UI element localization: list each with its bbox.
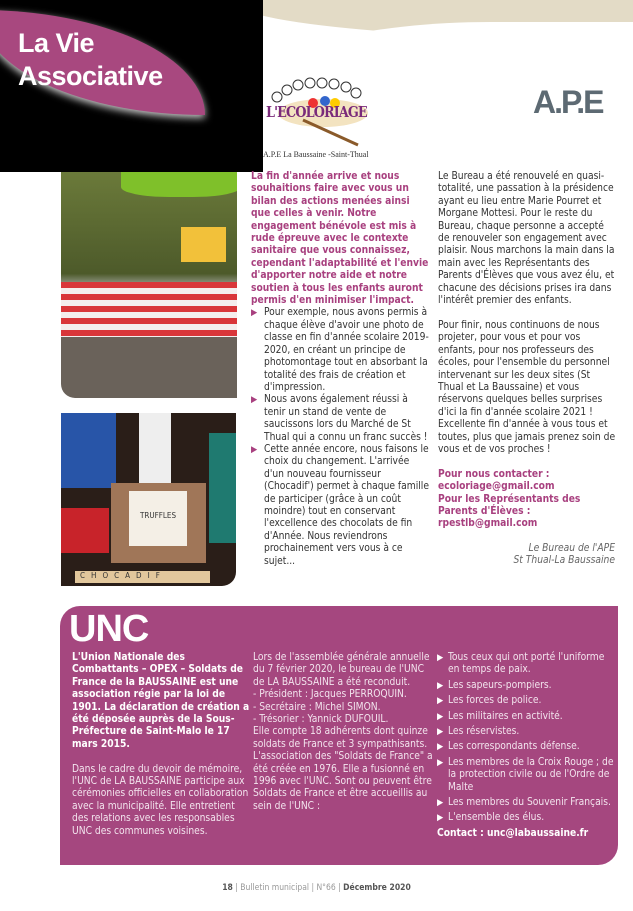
logo-name: L'ECOLORIAGE bbox=[266, 103, 367, 121]
rpe-contact-email[interactable]: Pour les Représentants des Parents d'Élèves : rpestlb@gmail.com bbox=[438, 493, 581, 530]
section-banner bbox=[0, 0, 263, 172]
signature-line: St Thual-La Baussaine bbox=[513, 555, 615, 567]
unc-list-item: ▶ Les militaires en activité. bbox=[437, 711, 617, 723]
issue-date: Décembre 2020 bbox=[343, 883, 411, 893]
unc-list-item: ▶ Les réservistes. bbox=[437, 726, 617, 738]
ape-bullet: ▶ Pour exemple, nous avons permis à chaque élève d'avoir une photo de classe en fin d'année scolaire 2019-2020, en créant un principe de photomontage tout en absorbant la totalité des frais de création et d'impression. bbox=[251, 307, 429, 394]
unc-list-item: ▶ Les forces de police. bbox=[437, 695, 617, 707]
bulletin-info: | Bulletin municipal | N°66 | bbox=[232, 883, 344, 893]
ape-column-2 bbox=[438, 171, 618, 568]
unc-line: Elle compte 18 adhérents dont quinze soldats de France et 3 sympathisants. L'association des "Soldats de France" a été créée en 1976. Elle a fusionné en 1996 avec l'UNC. Sont ou peuvent être Soldats de France et être accueillis au sein de l'UNC : bbox=[253, 726, 433, 812]
unc-line: - Secrétaire : Michel SIMON. bbox=[253, 701, 381, 713]
page-footer bbox=[0, 883, 633, 893]
unc-title: UNC bbox=[69, 608, 149, 650]
ape-para-bureau: Le Bureau a été renouvelé en quasi-totalité, une passation à la présidence ayant eu lieu entre Marie Pourret et Morgane Mottesi. Pour le reste du Bureau, chaque personne a accepté de renouveler son engagement avec plaisir. Nous marchons la main dans la main avec les Représentants des Parents d'Élèves que vous avez élu, et chacune des décisions prises ira dans l'intérêt premier des enfants. bbox=[438, 171, 615, 307]
market-stand-photo bbox=[61, 172, 237, 398]
title-line: Associative bbox=[18, 61, 163, 91]
unc-list-item: ▶ Les correspondants défense. bbox=[437, 741, 617, 753]
unc-list-item: ▶ Les membres du Souvenir Français. bbox=[437, 797, 617, 809]
signature bbox=[438, 543, 618, 568]
logo-caption: A.P.E La Baussaine -Saint-Thual bbox=[263, 150, 369, 159]
unc-column-1 bbox=[72, 652, 252, 838]
unc-line: - Trésorier : Yannick DUFOUIL. bbox=[253, 714, 389, 726]
unc-list-item: ▶ Tous ceux qui ont porté l'uniforme en temps de paix. bbox=[437, 652, 617, 677]
chocadif-tiles: CHOCADIF bbox=[75, 571, 210, 583]
unc-line: Lors de l'assemblée générale annuelle du 7 février 2020, le bureau de l'UNC de LA BAUSSAINE a été reconduit. bbox=[253, 652, 430, 688]
ape-bullet: ▶ Cette année encore, nous faisons le choix du changement. L'arrivée d'un nouveau fournisseur (Chocadif') permet à chaque famille de participer (grâce à un coût moindre) tout en conservant l'excellence des chocolats de fin d'Année. Nous reviendrons prochainement vers vous à ce sujet... bbox=[251, 444, 429, 568]
unc-intro: L'Union Nationale des Combattants – OPEX – Soldats de France de la BAUSSAINE est une association régie par la loi de 1901. La déclaration de création a été déposée auprès de la Sous-Préfecture de Saint-Malo le 17 mars 2015. bbox=[72, 652, 250, 750]
unc-list-item: ▶ Les sapeurs-pompiers. bbox=[437, 680, 617, 692]
unc-line: - Président : Jacques PERROQUIN. bbox=[253, 689, 407, 701]
title-line: La Vie bbox=[18, 28, 95, 58]
truffles-label: TRUFFLES bbox=[129, 491, 187, 546]
ape-column-1 bbox=[251, 171, 429, 568]
unc-contact-email[interactable]: Contact : unc@labaussaine.fr bbox=[437, 827, 589, 839]
unc-list-item: ▶ L'ensemble des élus. bbox=[437, 812, 617, 824]
chocolates-photo bbox=[61, 413, 236, 586]
ape-contact-email[interactable]: Pour nous contacter : ecoloriage@gmail.com bbox=[438, 468, 555, 493]
signature-line: Le Bureau de l'APE bbox=[528, 542, 615, 554]
section-title bbox=[18, 27, 163, 93]
unc-box bbox=[60, 606, 618, 865]
unc-list-item: ▶ Les membres de la Croix Rouge ; de la protection civile ou de l'Ordre de Malte bbox=[437, 757, 617, 794]
page-number: 18 bbox=[222, 883, 233, 893]
ape-para-closing: Pour finir, nous continuons de nous projeter, pour vous et pour vos enfants, pour nos professeurs des écoles, pour l'ensemble du personnel intervenant sur les deux sites (St Thual et La Baussaine) et vous réservons quelques belles surprises d'ici la fin d'année scolaire 2021 ! Excellente fin d'année à vous tous et toutes, plus que jamais prenez soin de vous et de vos proches ! bbox=[438, 319, 616, 455]
unc-column-3 bbox=[437, 652, 617, 840]
ape-intro: La fin d'année arrive et nous souhaitions faire avec vous un bilan des actions menées ainsi que celles à venir. Notre engagement bénévole est mis à rude épreuve avec le contexte sanitaire que vous connaissez, cependant l'adaptabilité et l'envie d'apporter notre aide et notre soutien à tous les enfants auront permis d'en minimiser l'impact. bbox=[251, 171, 429, 307]
unc-column-2 bbox=[253, 652, 433, 813]
org-title: A.P.E bbox=[533, 84, 603, 120]
unc-para-memory: Dans le cadre du devoir de mémoire, l'UNC de LA BAUSSAINE participe aux cérémonies officielles en collaboration avec la municipalité. Elle entretient des relations avec les responsables UNC des communes voisines. bbox=[72, 763, 249, 837]
ape-bullet: ▶ Nous avons également réussi à tenir un stand de vente de saucissons lors du Marché de St Thual qui a connu un franc succès ! bbox=[251, 394, 429, 444]
